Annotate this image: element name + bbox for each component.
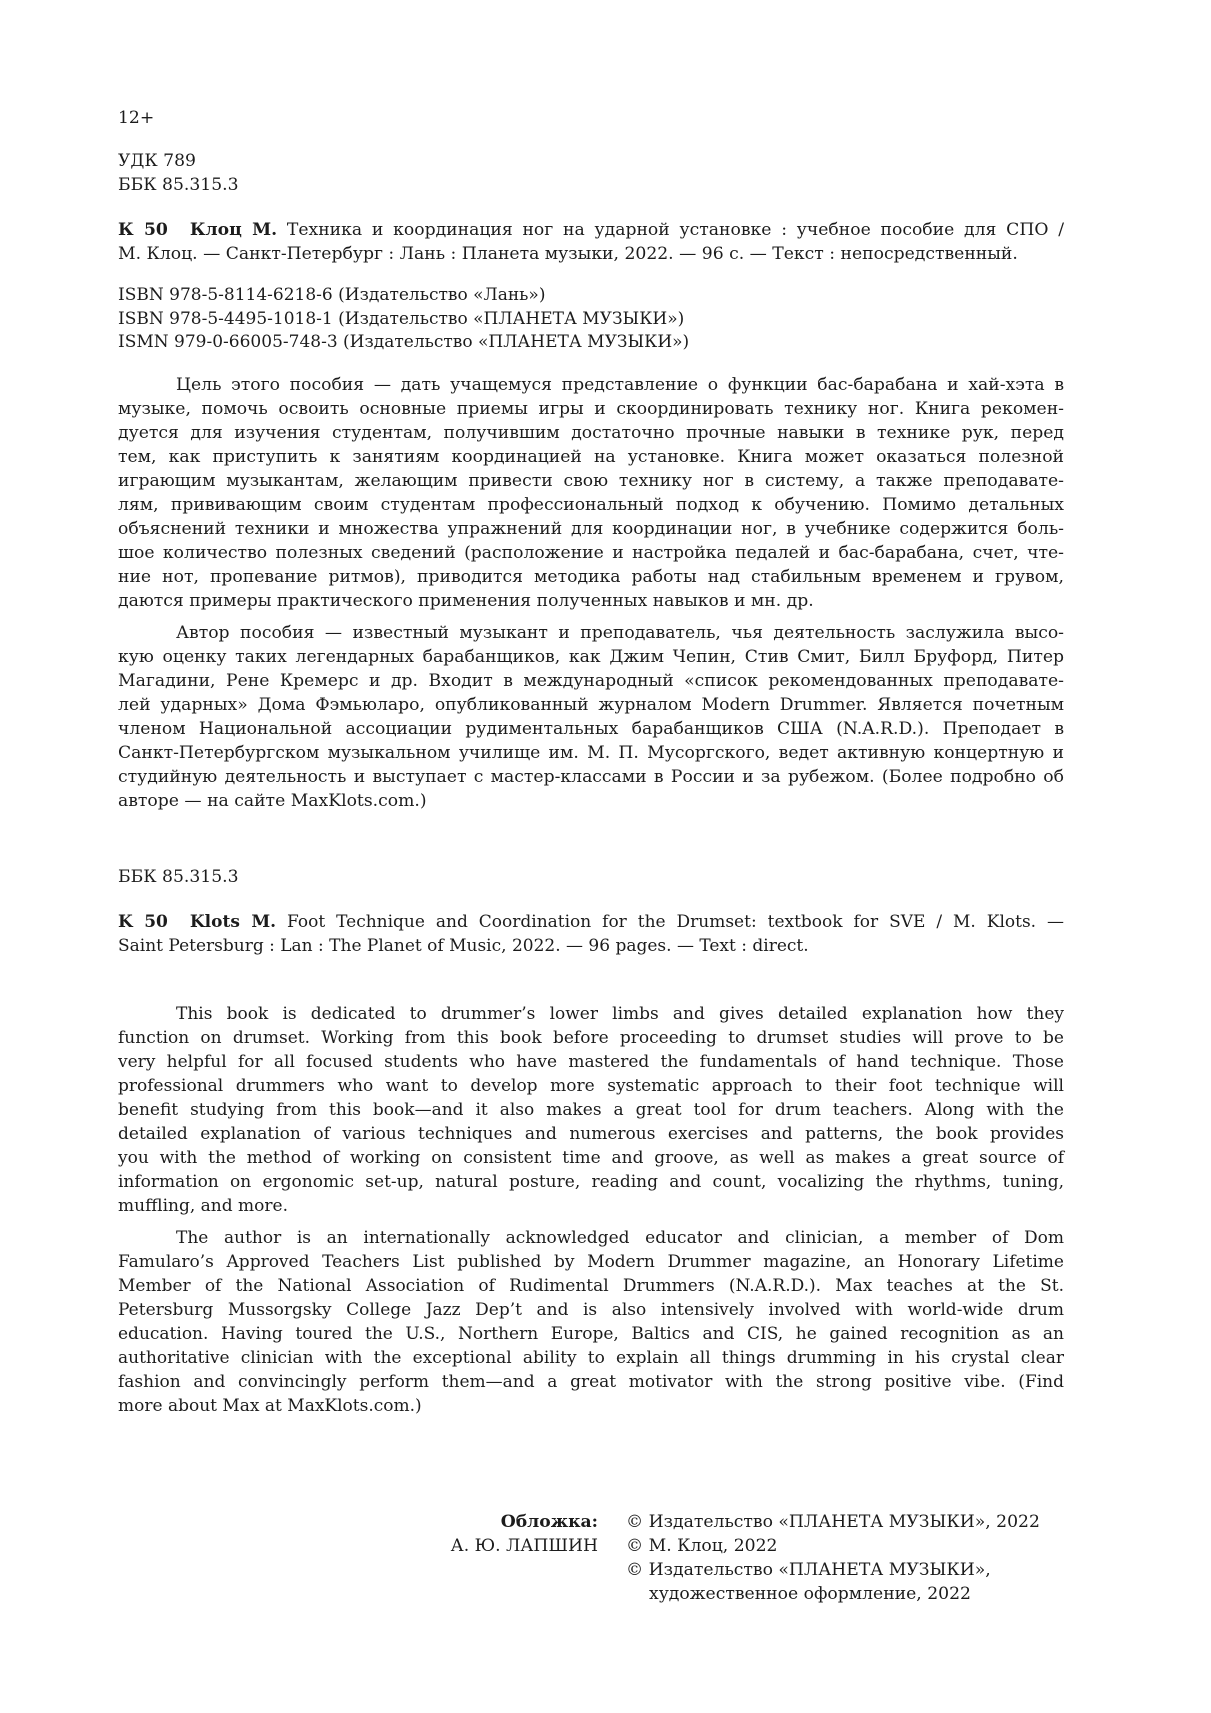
- ru-record-code: К 50: [118, 220, 168, 240]
- ru-abstract-1-line: дуется для изучения студентам, получившим достаточно прочные навыки в технике рук, перед: [118, 423, 1064, 443]
- en-abstract-1-line: muffling, and more.: [118, 1196, 288, 1216]
- en-abstract-2-line: The author is an internationally acknowledged educator and clinician, a member of Dom: [176, 1228, 1064, 1248]
- en-abstract-2-line: authoritative clinician with the exceptional ability to explain all things drumming in his crystal clear: [118, 1348, 1064, 1368]
- ru-abstract-1-line: тем, как приступить к занятиям координацией на установке. Книга может оказаться полезной: [118, 447, 1064, 467]
- ru-abstract-1-line: объяснений техники и множества упражнений для координации ног, в учебнике содержится боль-: [118, 519, 1064, 539]
- ru-abstract-2-line: Магадини, Рене Кремерс и др. Входит в международный «список рекомендованных преподавате-: [118, 671, 1064, 691]
- ru-record-author: Клоц М.: [189, 220, 278, 240]
- udk-code: УДК 789: [118, 151, 196, 171]
- ru-abstract-2-line: членом Национальной ассоциации рудиментальных барабанщиков США (N.A.R.D.). Преподает в: [118, 719, 1064, 739]
- en-abstract-1-line: information on ergonomic set-up, natural posture, reading and count, vocalizing the rhythms, tuning,: [118, 1172, 1064, 1192]
- age-rating: 12+: [118, 108, 155, 128]
- ru-abstract-1-line: даются примеры практического применения полученных навыков и мн. др.: [118, 591, 814, 611]
- ru-abstract-1-line: ние нот, пропевание ритмов), приводится методика работы над стабильным временем и грувом,: [118, 567, 1064, 587]
- bbk-code-ru: ББК 85.315.3: [118, 175, 239, 195]
- en-abstract-1-line: benefit studying from this book—and it also makes a great tool for drum teachers. Along with the: [118, 1100, 1064, 1120]
- en-abstract-2-line: fashion and convincingly perform them—and a great motivator with the strong positive vibe. (Find: [118, 1372, 1064, 1392]
- copyright-line: © Издательство «ПЛАНЕТА МУЗЫКИ», 2022: [626, 1512, 1040, 1532]
- bbk-code-en: ББК 85.315.3: [118, 867, 239, 887]
- ru-abstract-1-line: Цель этого пособия — дать учащемуся представление о функции бас-барабана и хай-хэта в: [176, 375, 1064, 395]
- ru-abstract-2-line: Санкт-Петербургском музыкальном училище им. М. П. Мусоргского, ведет активную концертную и: [118, 743, 1064, 763]
- ru-abstract-1-line: музыке, помочь освоить основные приемы игры и скоординировать технику ног. Книга рекомен-: [118, 399, 1064, 419]
- en-record-author: Klots M.: [189, 912, 277, 932]
- en-abstract-1-line: you with the method of working on consistent time and groove, as well as makes a great source of: [118, 1148, 1064, 1168]
- ru-record-title: Техника и координация ног на ударной установке : учебное пособие для СПО /: [286, 220, 1064, 240]
- ru-abstract-2-line: кую оценку таких легендарных барабанщиков, как Джим Чепин, Стив Смит, Билл Бруфорд, Питер: [118, 647, 1064, 667]
- ismn-planeta: ISMN 979-0-66005-748-3 (Издательство «ПЛАНЕТА МУЗЫКИ»): [118, 332, 690, 352]
- ru-abstract-1-line: лям, прививающим своим студентам профессиональный подход к обучению. Помимо детальных: [118, 495, 1064, 515]
- en-abstract-2-line: more about Max at MaxKlots.com.): [118, 1396, 422, 1416]
- copyright-line: © Издательство «ПЛАНЕТА МУЗЫКИ»,: [626, 1560, 991, 1580]
- en-abstract-1-line: very helpful for all focused students who have mastered the fundamentals of hand technique. Those: [118, 1052, 1064, 1072]
- ru-abstract-2-line: лей ударных» Дома Фэмьюларо, опубликованный журналом Modern Drummer. Является почетным: [118, 695, 1064, 715]
- ru-record-line-1: [118, 222, 1064, 239]
- en-record-title: Foot Technique and Coordination for the Drumset: textbook for SVE / M. Klots. —: [287, 912, 1065, 932]
- ru-abstract-2-line: авторе — на сайте MaxKlots.com.): [118, 791, 427, 811]
- en-abstract-2-line: Petersburg Mussorgsky College Jazz Dep’t and is also intensively involved with world-wide drum: [118, 1300, 1064, 1320]
- ru-abstract-1-line: шое количество полезных сведений (расположение и настройка педалей и бас-барабана, счет, чте-: [118, 543, 1064, 563]
- ru-abstract-2-line: студийную деятельность и выступает с мастер-классами в России и за рубежом. (Более подробно об: [118, 767, 1064, 787]
- en-abstract-1-line: detailed explanation of various techniques and numerous exercises and patterns, the book provides: [118, 1124, 1064, 1144]
- en-abstract-1-line: function on drumset. Working from this book before proceeding to drumset studies will prove to be: [118, 1028, 1064, 1048]
- cover-credit-label: Обложка:: [500, 1512, 598, 1532]
- en-record-code: K 50: [118, 912, 168, 932]
- isbn-planeta: ISBN 978-5-4495-1018-1 (Издательство «ПЛАНЕТА МУЗЫКИ»): [118, 309, 685, 329]
- en-abstract-1-line: professional drummers who want to develop more systematic approach to their foot technique will: [118, 1076, 1064, 1096]
- cover-artist: А. Ю. ЛАПШИН: [450, 1536, 598, 1556]
- copyright-line: © М. Клоц, 2022: [626, 1536, 778, 1556]
- en-abstract-1-line: This book is dedicated to drummer’s lower limbs and gives detailed explanation how they: [176, 1004, 1064, 1024]
- isbn-lan: ISBN 978-5-8114-6218-6 (Издательство «Лань»): [118, 285, 546, 305]
- ru-record-line-2: М. Клоц. — Санкт-Петербург : Лань : Планета музыки, 2022. — 96 с. — Текст : непосредственный.: [118, 244, 1018, 264]
- copyright-line: художественное оформление, 2022: [649, 1584, 971, 1604]
- en-abstract-2-line: Famularo’s Approved Teachers List published by Modern Drummer magazine, an Honorary Lifetime: [118, 1252, 1064, 1272]
- en-abstract-2-line: Member of the National Association of Rudimental Drummers (N.A.R.D.). Max teaches at the St.: [118, 1276, 1064, 1296]
- en-record-line-1: [118, 914, 1064, 931]
- ru-abstract-1-line: играющим музыкантам, желающим привести свою технику ног в систему, а также преподавате-: [118, 471, 1064, 491]
- en-abstract-2-line: education. Having toured the U.S., Northern Europe, Baltics and CIS, he gained recognition as an: [118, 1324, 1064, 1344]
- ru-abstract-2-line: Автор пособия — известный музыкант и преподаватель, чья деятельность заслужила высо-: [176, 623, 1064, 643]
- en-record-line-2: Saint Petersburg : Lan : The Planet of Music, 2022. — 96 pages. — Text : direct.: [118, 936, 809, 956]
